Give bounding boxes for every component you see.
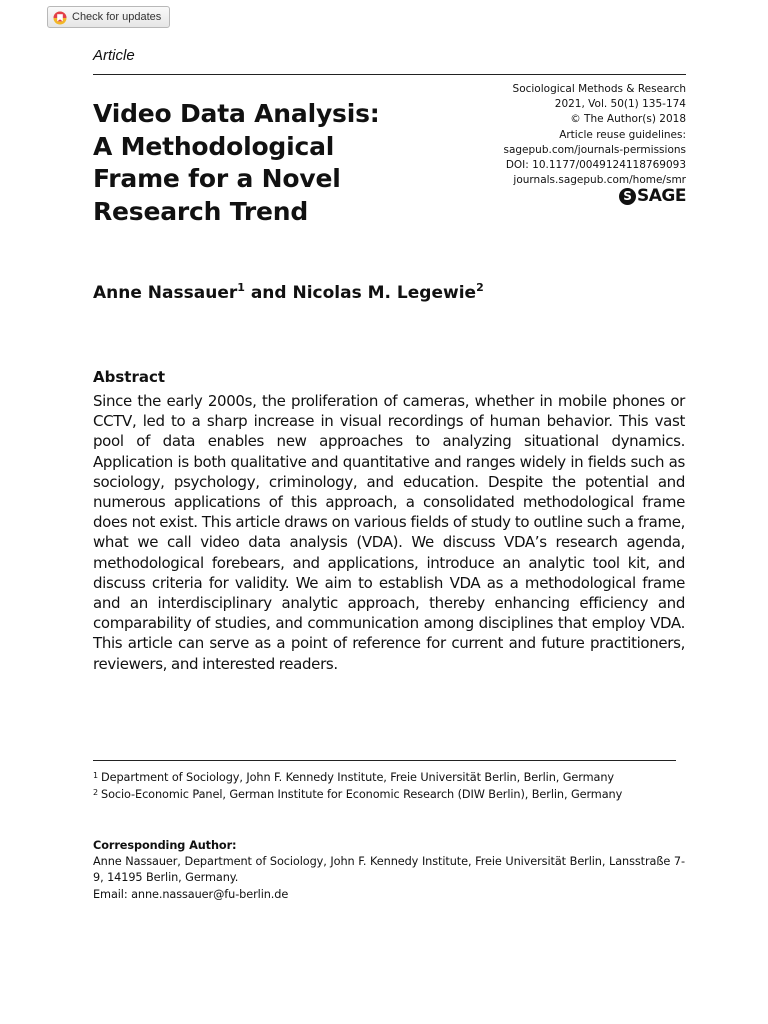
permissions-link[interactable]: sagepub.com/journals-permissions bbox=[503, 143, 686, 156]
author-affiliation-marker: 2 bbox=[476, 281, 484, 294]
author-affiliation-marker: 1 bbox=[237, 281, 245, 294]
crossmark-icon bbox=[53, 10, 67, 24]
authors-line bbox=[93, 283, 484, 303]
affiliation-number: 1 bbox=[93, 771, 98, 780]
corresponding-address: Anne Nassauer, Department of Sociology, John F. Kennedy Institute, Freie Universität Berlin, Lansstraße 7-9, 14195 Berlin, Germany. bbox=[93, 855, 685, 885]
sage-logo-text: SAGE bbox=[637, 186, 686, 206]
authors-connector: and bbox=[250, 283, 287, 303]
sage-s-icon: S bbox=[619, 188, 636, 205]
check-for-updates-label: Check for updates bbox=[72, 11, 162, 23]
header-divider bbox=[93, 74, 686, 75]
email-link[interactable]: anne.nassauer@fu-berlin.de bbox=[131, 887, 289, 901]
email-line bbox=[93, 887, 685, 903]
footnote-divider bbox=[93, 760, 676, 761]
author-name: Nicolas M. Legewie bbox=[292, 283, 477, 303]
paper-title bbox=[93, 98, 413, 228]
title-line: Video Data Analysis: bbox=[93, 99, 380, 128]
affiliations-list bbox=[93, 770, 685, 803]
journal-home-link[interactable]: journals.sagepub.com/home/smr bbox=[513, 174, 686, 187]
journal-metadata bbox=[503, 82, 686, 188]
title-line: Frame for a Novel bbox=[93, 164, 341, 193]
abstract-heading: Abstract bbox=[93, 368, 166, 386]
affiliation-text: Socio-Economic Panel, German Institute for Economic Research (DIW Berlin), Berlin, Germany bbox=[101, 787, 623, 801]
abstract-body: Since the early 2000s, the proliferation of cameras, whether in mobile phones or CCTV, led to a sharp increase in visual recordings of human behavior. This vast pool of data enables new approaches to analyzing situational dynamics. Application is both qualitative and quantitative and ranges widely in fields such as sociology, psychology, criminology, and education. Despite the potential and numerous applications of this approach, a consolidated methodological frame does not exist. This article draws on various fields of study to outline such a frame, what we call video data analysis (VDA). We discuss VDA’s research agenda, methodological forebears, and applications, introduce an analytic tool kit, and discuss criteria for validity. We aim to establish VDA as a methodological frame and an interdisciplinary analytic approach, thereby enhancing efficiency and comparability of studies, and communication among disciplines that employ VDA. This article can serve as a point of reference for current and future practitioners, reviewers, and interested readers. bbox=[93, 392, 685, 673]
journal-volume: 2021, Vol. 50(1) 135-174 bbox=[554, 98, 686, 111]
copyright-line: © The Author(s) 2018 bbox=[570, 113, 686, 126]
check-for-updates-button[interactable] bbox=[47, 6, 170, 28]
title-line: Research Trend bbox=[93, 196, 309, 226]
affiliation-item bbox=[93, 770, 685, 787]
doi-link[interactable]: DOI: 10.1177/0049124118769093 bbox=[505, 159, 686, 172]
title-line: A Methodological bbox=[93, 131, 335, 161]
corresponding-author bbox=[93, 838, 685, 903]
reuse-guidelines-label: Article reuse guidelines: bbox=[559, 128, 686, 141]
article-type-label: Article bbox=[93, 47, 135, 64]
corresponding-heading: Corresponding Author: bbox=[93, 839, 237, 852]
email-label: Email: bbox=[93, 887, 128, 901]
affiliation-text: Department of Sociology, John F. Kennedy Institute, Freie Universität Berlin, Berlin, Germany bbox=[101, 771, 614, 784]
affiliation-number: 2 bbox=[93, 787, 98, 797]
journal-name: Sociological Methods & Research bbox=[512, 83, 686, 95]
sage-logo bbox=[619, 186, 686, 206]
affiliation-item bbox=[93, 787, 685, 804]
author-name: Anne Nassauer bbox=[93, 283, 238, 303]
